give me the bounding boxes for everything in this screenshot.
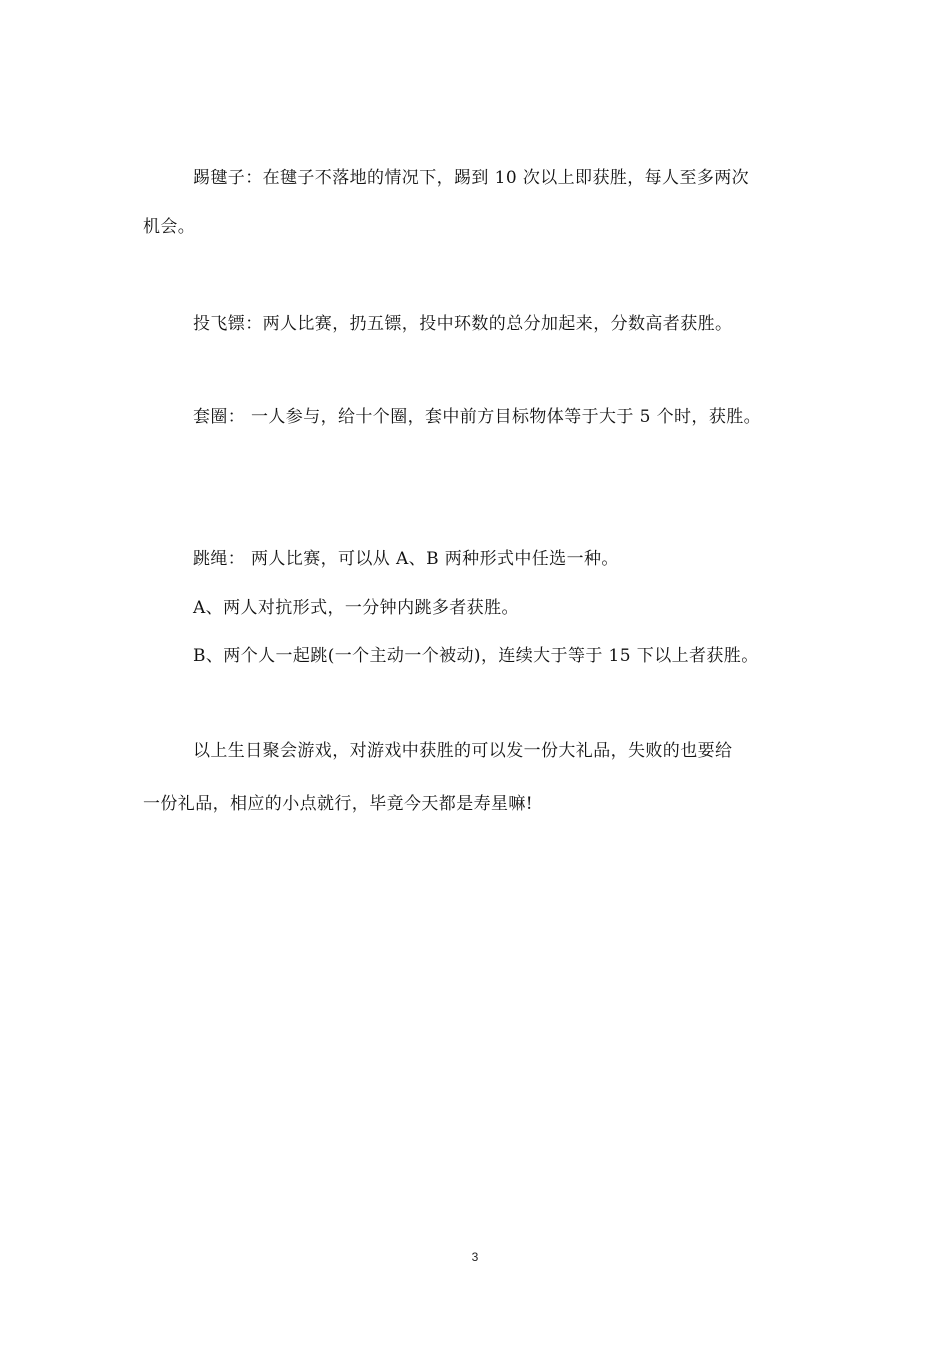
jianzi-line-2: 机会。 bbox=[143, 217, 196, 237]
jianzi-line-1: 踢毽子：在毽子不落地的情况下，踢到 10 次以上即获胜，每人至多两次 bbox=[193, 168, 750, 188]
rings-paragraph: 套圈： 一人参与，给十个圈，套中前方目标物体等于大于 5 个时，获胜。 bbox=[193, 407, 762, 427]
jumprope-intro: 跳绳： 两人比赛，可以从 A、B 两种形式中任选一种。 bbox=[193, 549, 619, 569]
closing-line-2: 一份礼品，相应的小点就行，毕竟今天都是寿星嘛! bbox=[143, 794, 534, 814]
page-number: 3 bbox=[471, 1250, 479, 1264]
closing-line-1: 以上生日聚会游戏，对游戏中获胜的可以发一份大礼品，失败的也要给 bbox=[193, 741, 733, 761]
jumprope-option-b: B、两个人一起跳(一个主动一个被动)，连续大于等于 15 下以上者获胜。 bbox=[193, 646, 759, 666]
darts-paragraph: 投飞镖：两人比赛，扔五镖，投中环数的总分加起来，分数高者获胜。 bbox=[193, 314, 733, 334]
jumprope-option-a: A、两人对抗形式，一分钟内跳多者获胜。 bbox=[193, 598, 519, 618]
